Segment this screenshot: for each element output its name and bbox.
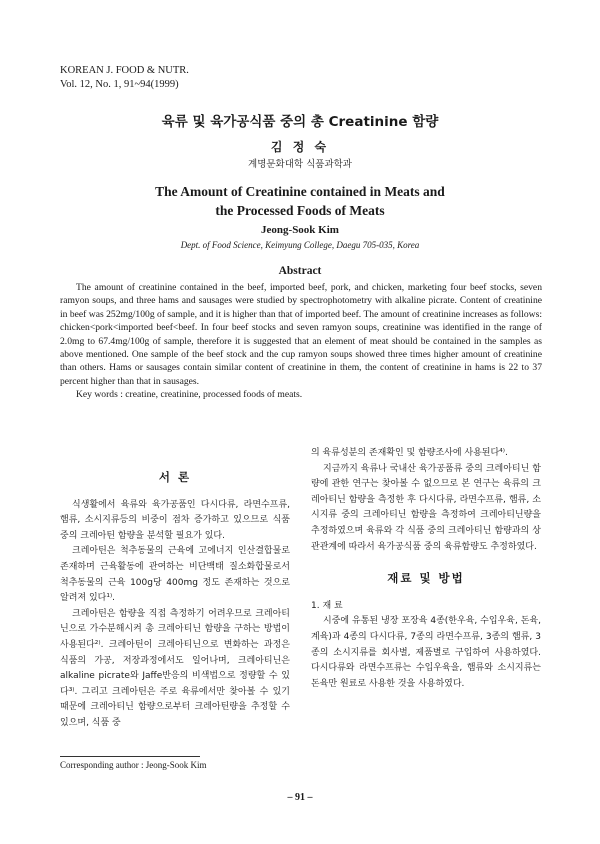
journal-name: KOREAN J. FOOD & NUTR. xyxy=(60,65,189,76)
right-column xyxy=(311,446,541,692)
english-author: Jeong-Sook Kim xyxy=(261,224,339,236)
english-title-line-1: The Amount of Creatinine contained in Meats and xyxy=(155,184,445,199)
intro-paragraph-4: 지금까지 육류나 국내산 육가공품류 중의 크레아티닌 함량에 관한 연구는 찾아볼 수 없으므로 본 연구는 육류의 크레아티닌 함량을 측정한 후 다시다류, 라면수프류, 햄류, 소시지류 중의 크레아티닌 함량을 측정하여 크레아티닌량을 추정하였으며 육류와 각 식품 중의 크레아티닌 함량과의 상관관계에 따라서 육가공식품 중의 육류함량도 추정하였다. xyxy=(311,463,541,552)
intro-paragraph-3: 크레아틴은 함량을 직접 측정하기 어려우므로 크레아티닌으로 가수분해시켜 총 크레아티닌 함량을 구하는 방법이 사용된다²⁾. 크레아틴이 크레아티닌으로 변화하는 과정은 식품의 가공, 저장과정에서도 일어나며, 크레아티닌은 alkaline picrate와 Jaffe반응의 비색법으로 정량할 수 있다³⁾. 그리고 크레아틴은 주로 육류에서만 찾아볼 수 있기 때문에 크레아티닌 함량으로부터 크레아틴량을 추정할 수 있으며, 식품 중 xyxy=(60,608,290,728)
introduction-heading: 서 론 xyxy=(158,470,192,484)
english-title xyxy=(0,182,600,220)
page-number: – 91 – xyxy=(287,792,313,803)
materials-paragraph: 시중에 유통된 냉장 포장육 4종(한우육, 수입우육, 돈육, 계육)과 4종의 다시다류, 7종의 라면수프류, 3종의 햄류, 3종의 소시지류를 회사별, 제품별로 구입하여 사용하였다. 다시다류와 라면수프류는 수입우육을, 햄류와 소시지류는 돈육만 원료로 사용한 것을 사용하였다. xyxy=(311,616,541,689)
journal-volume: Vol. 12, No. 1, 91~94(1999) xyxy=(60,79,179,90)
korean-title: 육류 및 육가공식품 중의 총 Creatinine 함량 xyxy=(161,114,439,130)
journal-citation xyxy=(60,64,189,92)
keywords: Key words : creatine, creatinine, processed foods of meats. xyxy=(76,389,303,401)
abstract-heading: Abstract xyxy=(278,265,322,277)
english-title-line-2: the Processed Foods of Meats xyxy=(215,203,385,218)
left-column xyxy=(60,470,290,732)
materials-subheading: 1. 재 료 xyxy=(311,600,343,611)
intro-paragraph-3-continued: 의 육류성분의 존재확인 및 함량조사에 사용된다⁴⁾. xyxy=(311,448,508,458)
methods-heading: 재료 및 방법 xyxy=(387,571,465,586)
english-affiliation: Dept. of Food Science, Keimyung College, Daegu 705-035, Korea xyxy=(180,240,420,250)
abstract-body: The amount of creatinine contained in the beef, imported beef, pork, and chicken, marketing four beef stocks, seven ramyon soups, and three hams and sausages were studied by spectrophotometry with alkaline picrate. Content of creatinine in beef was 252mg/100g of sample, and it is higher than that of imported beef. The amount of creatinine increases as follows: chicken<pork<imported beef<beef. In four beef stocks and seven ramyon soups, creatinine was identified in the range of 2.0mg to 67.4mg/100g of sample, therefore it is suggested that an element of meat should be contained in the samples as above mentioned. One sample of the beef stock and the cup ramyon soups showed three times higher amount of creatinine than others. Hams or sausages contain similar content of creatinine in them, the content of creatinine in hams is 22 to 37 percent higher than that in sausages. xyxy=(60,282,542,387)
korean-affiliation: 계명문화대학 식품과학과 xyxy=(248,159,352,170)
intro-paragraph-1: 식생활에서 육류와 육가공품인 다시다류, 라면수프류, 햄류, 소시지류등의 비중이 점차 증가하고 있으므로 식품 중의 크레아틴 함량을 분석할 필요가 있다. xyxy=(60,499,290,541)
abstract-section xyxy=(60,281,542,402)
footnote-divider xyxy=(60,756,200,757)
korean-author: 김 정 숙 xyxy=(270,140,330,154)
intro-paragraph-2: 크레아틴은 척추동물의 근육에 고에너지 인산결합물로 존재하며 근육활동에 관여하는 비단백태 질소화합물로서 척추동물의 근육 100g당 400mg 정도 존재하는 것으로 알려져 있다¹⁾. xyxy=(60,546,290,604)
corresponding-author: Corresponding author : Jeong-Sook Kim xyxy=(60,760,207,770)
